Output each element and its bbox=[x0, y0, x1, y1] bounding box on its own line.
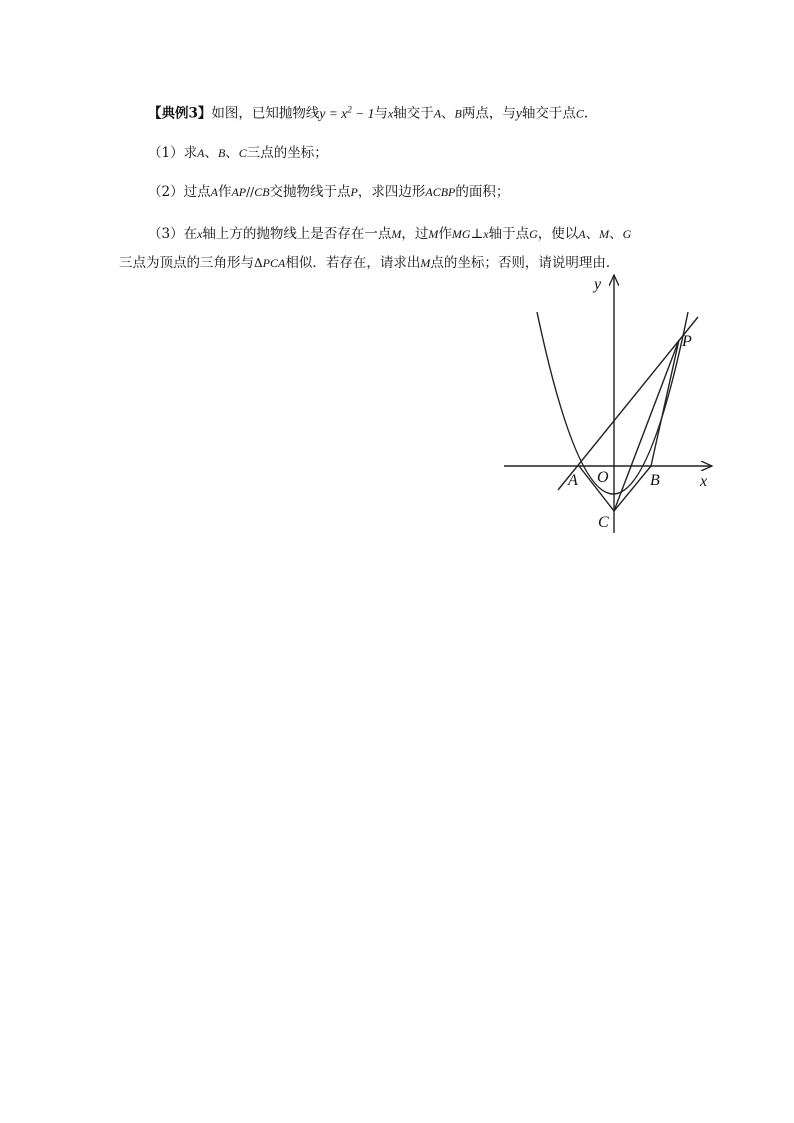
segment-CB bbox=[614, 466, 651, 511]
line-AP bbox=[558, 317, 698, 490]
question-2: （2）过点A作AP//CB交抛物线于点P，求四边形ACBP的面积； bbox=[148, 184, 510, 200]
label-A: A bbox=[568, 472, 578, 489]
question-3-line-2: 三点为顶点的三角形与ΔPCA相似．若存在，请求出M点的坐标；否则，请说明理由． bbox=[119, 255, 620, 271]
problem-intro: 【典例3】如图，已知抛物线$y = x^2 - 1$与x轴交于A、B两点，与y轴交于点C. bbox=[148, 104, 589, 122]
segment-CP bbox=[614, 340, 679, 511]
label-x: x bbox=[700, 473, 708, 490]
label-O: O bbox=[597, 469, 609, 486]
label-y: y bbox=[594, 276, 602, 293]
function-formula: $y = x^2 - 1$ bbox=[319, 104, 375, 121]
label-C: C bbox=[598, 514, 609, 531]
label-B: B bbox=[650, 472, 660, 489]
parabola-figure bbox=[490, 265, 720, 540]
label-P: P bbox=[682, 333, 692, 350]
example-tag: 【典例3】 bbox=[148, 105, 212, 122]
question-3-line-1: （3）在x轴上方的抛物线上是否存在一点M，过M作MG⊥x轴于点G，使以A、M、G bbox=[148, 226, 632, 242]
question-1: （1）求A、B、C三点的坐标； bbox=[148, 145, 328, 161]
